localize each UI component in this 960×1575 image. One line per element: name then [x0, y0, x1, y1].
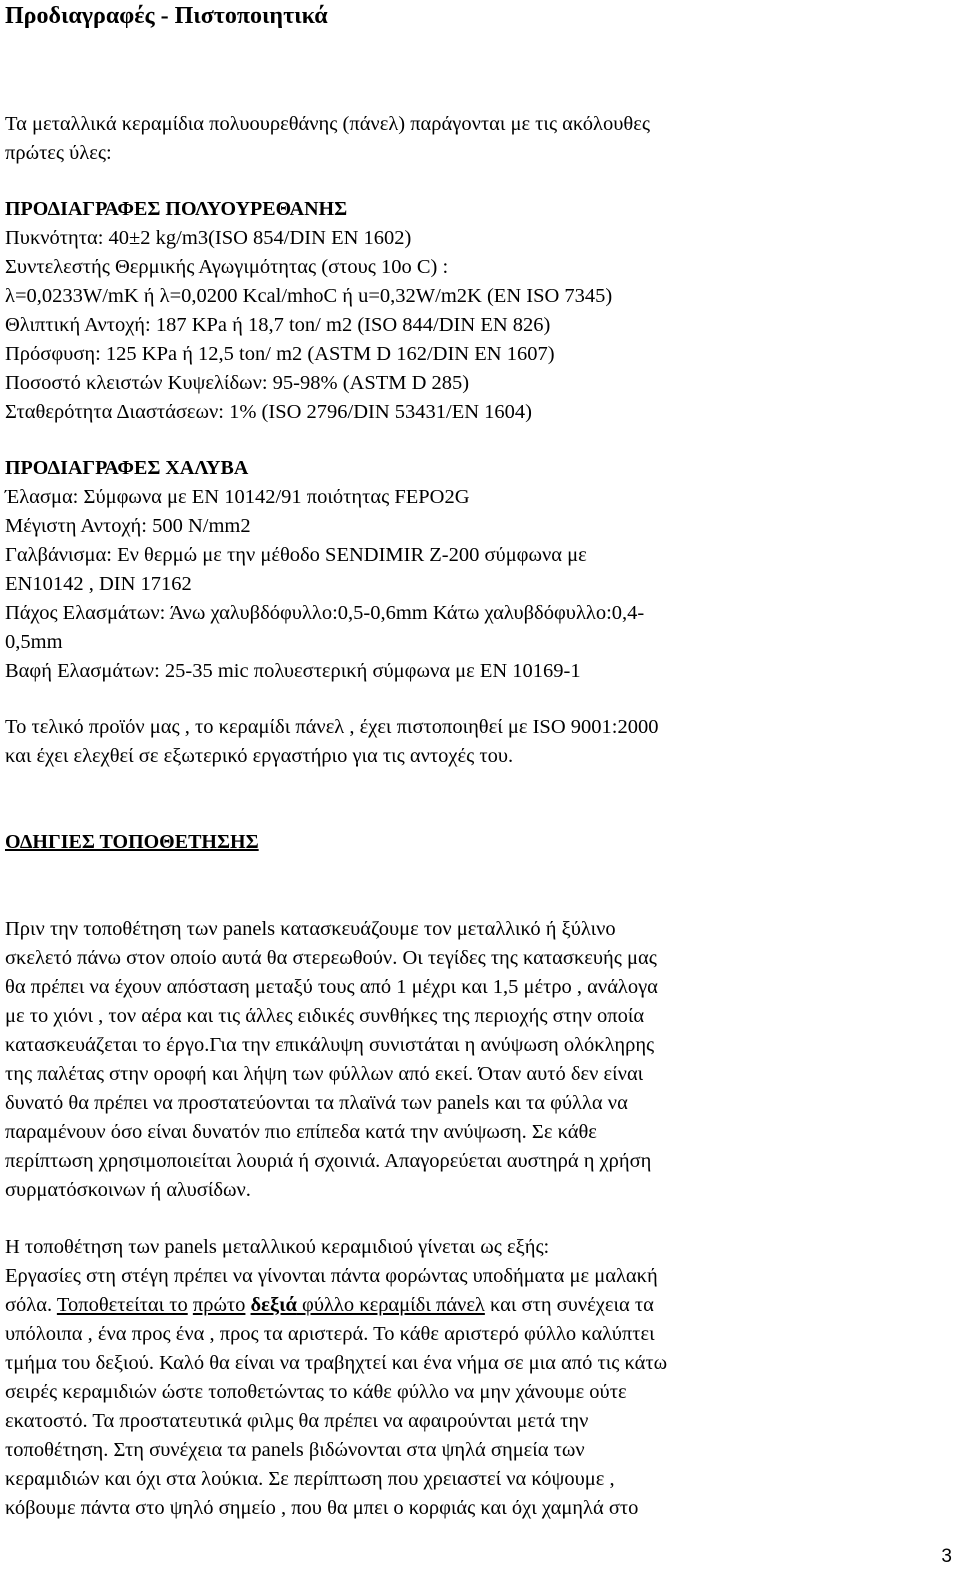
paragraph-line: τμήμα του δεξιού. Καλό θα είναι να τραβηχτεί και ένα νήμα σε μια από τις κάτω — [5, 1352, 668, 1374]
underlined-bold-text: δεξιά — [250, 1294, 297, 1316]
installation-heading-block — [5, 828, 945, 857]
underlined-text: Τοποθετείται το — [56, 1294, 188, 1316]
polyurethane-heading: ΠΡΟΔΙΑΓΡΑΦΕΣ ΠΟΛΥΟΥΡΕΘΑΝΗΣ — [5, 198, 348, 220]
certification-line: Το τελικό προϊόν μας , το κεραμίδι πάνελ , έχει πιστοποιηθεί με ISO 9001:2000 — [5, 716, 659, 738]
spec-line: Πάχος Ελασμάτων: Άνω χαλυβδόφυλλο:0,5-0,6mm Κάτω χαλυβδόφυλλο:0,4- — [5, 602, 645, 624]
installation-paragraph-1 — [5, 915, 945, 1205]
paragraph-line: δυνατό θα πρέπει να προστατεύονται τα πλαϊνά των panels και τα φύλλα να — [5, 1092, 628, 1114]
spec-line: Πρόσφυση: 125 KPa ή 12,5 ton/ m2 (ASTM D 162/DIN EN 1607) — [5, 343, 555, 365]
paragraph-line: της παλέτας στην οροφή και λήψη των φύλλων από εκεί. Όταν αυτό δεν είναι — [5, 1063, 644, 1085]
paragraph-line: σειρές κεραμιδιών ώστε τοποθετώντας το κάθε φύλλο να μην χάνουμε ούτε — [5, 1381, 627, 1403]
certification-paragraph — [5, 713, 945, 771]
steel-heading: ΠΡΟΔΙΑΓΡΑΦΕΣ ΧΑΛΥΒΑ — [5, 457, 249, 479]
page-number: 3 — [941, 1546, 952, 1567]
spec-line: Πυκνότητα: 40±2 kg/m3(ISO 854/DIN EN 1602) — [5, 227, 412, 249]
paragraph-line-rich — [5, 1291, 945, 1320]
installation-paragraph-2 — [5, 1233, 945, 1523]
text-run: και στη συνέχεια τα — [484, 1294, 654, 1316]
spec-line: Βαφή Ελασμάτων: 25-35 mic πολυεστερική σύμφωνα με EN 10169-1 — [5, 660, 581, 682]
paragraph-line: θα πρέπει να έχουν απόσταση μεταξύ τους από 1 μέχρι και 1,5 μέτρο , ανάλογα — [5, 976, 658, 998]
spec-line: Γαλβάνισμα: Εν θερμώ με την μέθοδο SENDIMIR Z-200 σύμφωνα με — [5, 544, 587, 566]
intro-line: πρώτες ύλες: — [5, 142, 112, 164]
spec-line: Έλασμα: Σύμφωνα με EN 10142/91 ποιότητας FEPO2G — [5, 486, 470, 508]
paragraph-line: Πριν την τοποθέτηση των panels κατασκευάζουμε τον μεταλλικό ή ξύλινο — [5, 918, 616, 940]
paragraph-line: με το χιόνι , τον αέρα και τις άλλες ειδικές συνθήκες της περιοχής στην οποία — [5, 1005, 645, 1027]
paragraph-line: περίπτωση χρησιμοποιείται λουριά ή σχοινιά. Απαγορεύεται αυστηρά η χρήση — [5, 1150, 652, 1172]
paragraph-line: σκελετό πάνω στον οποίο αυτά θα στερεωθούν. Οι τεγίδες της κατασκευής μας — [5, 947, 657, 969]
spec-line: EN10142 , DIN 17162 — [5, 573, 192, 595]
spec-line: Συντελεστής Θερμικής Αγωγιμότητας (στους 10ο C) : — [5, 256, 449, 278]
polyurethane-specs — [5, 195, 945, 427]
spec-line: λ=0,0233W/mK ή λ=0,0200 Kcal/mhoC ή u=0,32W/m2K (EN ISO 7345) — [5, 285, 613, 307]
spec-line: Θλιπτική Αντοχή: 187 KPa ή 18,7 ton/ m2 (ISO 844/DIN EN 826) — [5, 314, 551, 336]
page-title: Προδιαγραφές - Πιστοποιητικά — [5, 3, 328, 29]
spec-line: Μέγιστη Αντοχή: 500 N/mm2 — [5, 515, 251, 537]
paragraph-line: Εργασίες στη στέγη πρέπει να γίνονται πάντα φορώντας υποδήματα με μαλακή — [5, 1265, 658, 1287]
paragraph-line: υπόλοιπα , ένα προς ένα , προς τα αριστερά. Το κάθε αριστερό φύλλο καλύπτει — [5, 1323, 655, 1345]
installation-heading: ΟΔΗΓΙΕΣ ΤΟΠΟΘΕΤΗΣΗΣ — [5, 831, 259, 853]
paragraph-line: κατασκευάζεται το έργο.Για την επικάλυψη συνιστάται η ανύψωση ολόκληρης — [5, 1034, 655, 1056]
underlined-text: πρώτο — [192, 1294, 246, 1316]
paragraph-line: παραμένουν όσο είναι δυνατόν πιο επίπεδα κατά την ανύψωση. Σε κάθε — [5, 1121, 597, 1143]
paragraph-line: Η τοποθέτηση των panels μεταλλικού κεραμιδιού γίνεται ως εξής: — [5, 1236, 550, 1258]
intro-paragraph — [5, 110, 945, 168]
paragraph-line: εκατοστό. Τα προστατευτικά φιλμς θα πρέπει να αφαιρούνται μετά την — [5, 1410, 589, 1432]
paragraph-line: κεραμιδιών και όχι στα λούκια. Σε περίπτωση που χρειαστεί να κόψουμε , — [5, 1468, 615, 1490]
text-run: σόλα. — [5, 1294, 57, 1316]
intro-line: Τα μεταλλικά κεραμίδια πολυουρεθάνης (πάνελ) παράγονται με τις ακόλουθες — [5, 113, 650, 135]
paragraph-line: κόβουμε πάντα στο ψηλό σημείο , που θα μπει ο κορφιάς και όχι χαμηλά στο — [5, 1497, 639, 1519]
paragraph-line: τοποθέτηση. Στη συνέχεια τα panels βιδώνονται στα ψηλά σημεία των — [5, 1439, 585, 1461]
steel-specs — [5, 454, 945, 686]
spec-line: Σταθερότητα Διαστάσεων: 1% (ISO 2796/DIN 53431/EN 1604) — [5, 401, 533, 423]
spec-line: Ποσοστό κλειστών Κυψελίδων: 95-98% (ASTM D 285) — [5, 372, 470, 394]
certification-line: και έχει ελεχθεί σε εξωτερικό εργαστήριο για τις αντοχές του. — [5, 745, 514, 767]
underlined-text: φύλλο κεραμίδι πάνελ — [296, 1294, 485, 1316]
paragraph-line: συρματόσκοινων ή αλυσίδων. — [5, 1179, 251, 1201]
spec-line: 0,5mm — [5, 631, 63, 653]
